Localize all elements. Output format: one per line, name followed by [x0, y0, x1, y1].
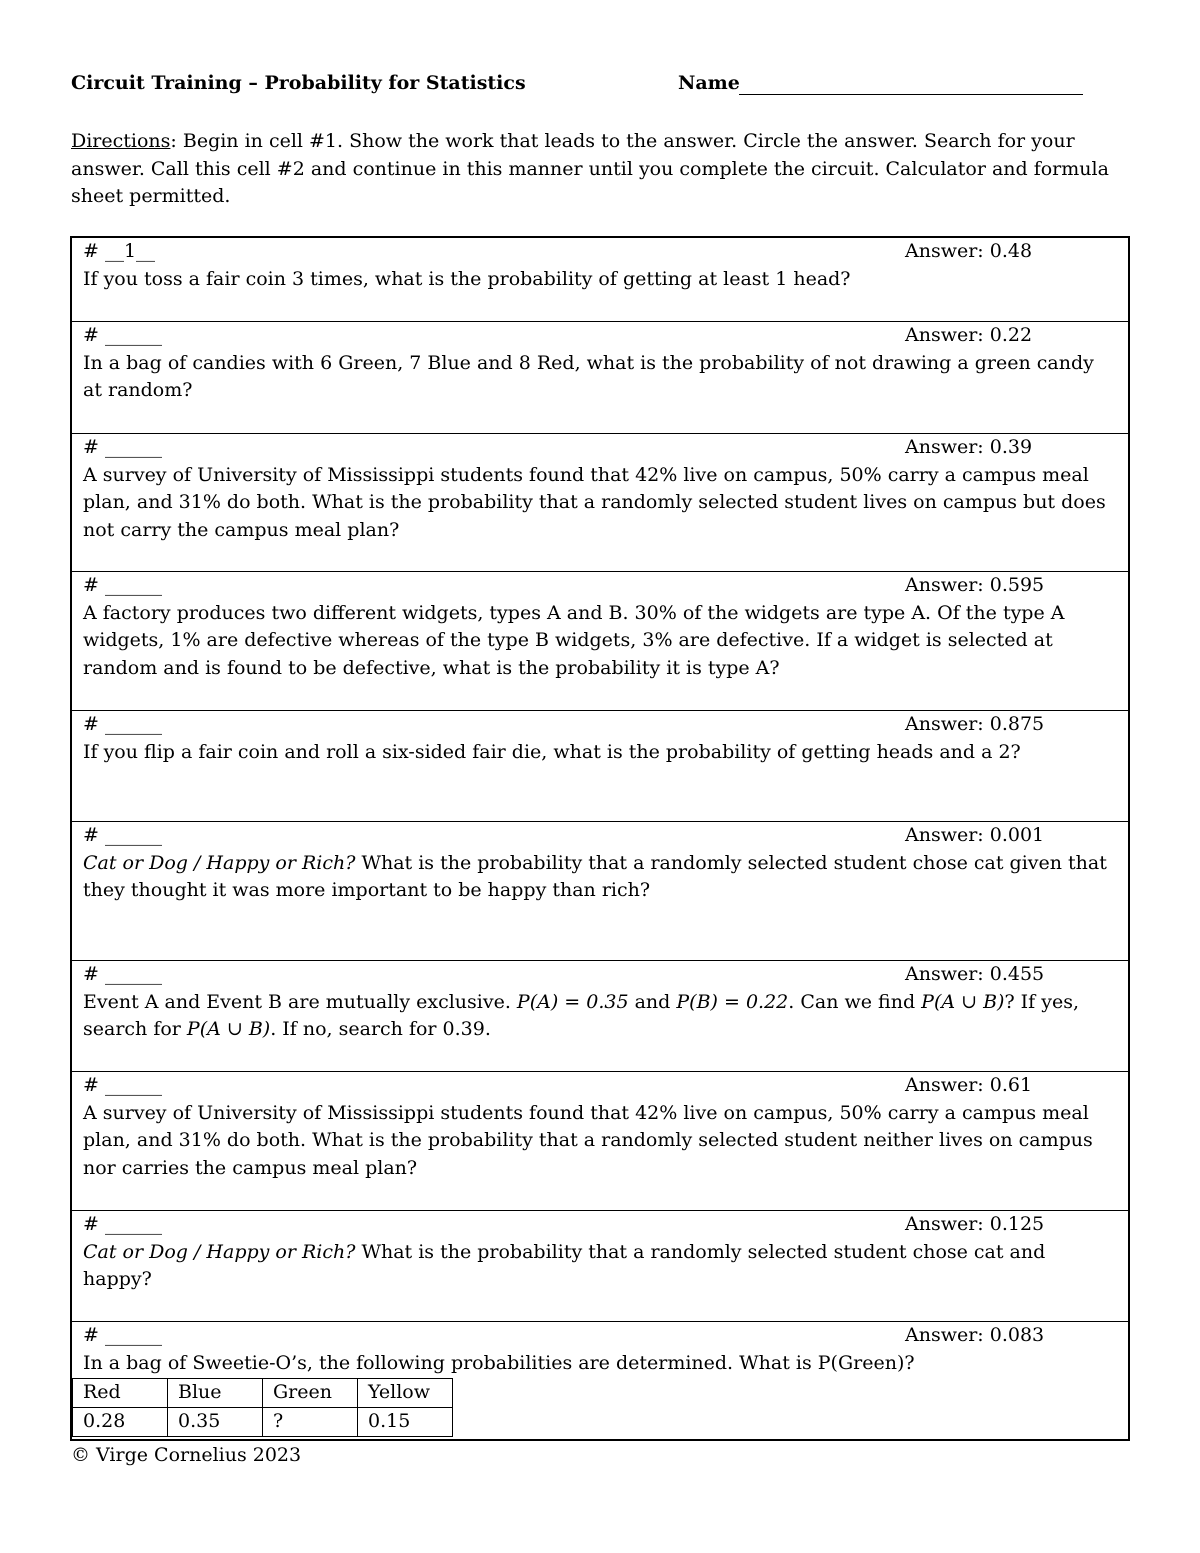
cell-number: # ______ — [83, 324, 162, 346]
table-value-cell: 0.15 — [358, 1408, 453, 1437]
table-header-cell: Red — [73, 1379, 168, 1408]
cell-question-italic: Cat or Dog / Happy or Rich? — [83, 851, 356, 874]
table-value-cell: ? — [263, 1408, 358, 1437]
cell-answer: Answer: 0.61 — [905, 1074, 1033, 1096]
cell-number: # ______ — [83, 436, 162, 458]
cell-question: A factory produces two different widgets, types A and B. 30% of the widgets are type A. Of the type A widgets, 1% are defective whereas of the type B widgets, 3% are defective. If a widget is selected at random and is found to be defective, what is the probability it is type A? — [83, 601, 1065, 679]
circuit-cell — [72, 1210, 1128, 1321]
cell-number: # ______ — [83, 574, 162, 596]
cell-question: If you toss a fair coin 3 times, what is the probability of getting at least 1 head? — [83, 267, 851, 290]
table-header-cell: Blue — [168, 1379, 263, 1408]
cell-question-text: What is the probability that a randomly selected student chose cat given that they thought it was more important to be happy than rich? — [83, 851, 1107, 901]
directions-label: Directions — [71, 130, 171, 152]
table-value-cell: 0.35 — [168, 1408, 263, 1437]
cell-answer: Answer: 0.455 — [905, 963, 1045, 985]
name-blank-line — [739, 94, 1083, 95]
cell-number: # ______ — [83, 824, 162, 846]
cell-number: # ______ — [83, 963, 162, 985]
q7-text-and: and — [628, 990, 677, 1013]
worksheet-title: Circuit Training – Probability for Statistics — [71, 72, 526, 94]
circuit-cell — [72, 238, 1128, 321]
cell-question — [83, 1239, 1116, 1294]
cell-question: A survey of University of Mississippi students found that 42% live on campus, 50% carry a campus meal plan, and 31% do both. What is the probability that a randomly selected student neither lives on campus nor carries the campus meal plan? — [83, 1101, 1093, 1179]
cell-number: # ______ — [83, 1213, 162, 1235]
cell-answer: Answer: 0.001 — [905, 824, 1045, 846]
cell-question-italic: Cat or Dog / Happy or Rich? — [83, 1240, 356, 1263]
q7-prob-union-2: P(A ∪ B) — [186, 1018, 271, 1040]
table-header-cell: Yellow — [358, 1379, 453, 1408]
probability-table-header-row — [73, 1379, 453, 1408]
q7-prob-a: P(A) = 0.35 — [516, 990, 629, 1013]
header — [71, 72, 1131, 102]
cell-question-text: What is the probability that a randomly selected student chose cat and happy? — [83, 1240, 1046, 1290]
cell-question — [83, 850, 1116, 905]
circuit-cell — [72, 571, 1128, 710]
q7-prob-union-1: P(A ∪ B) — [921, 990, 1005, 1013]
cell-question: In a bag of Sweetie-O’s, the following probabilities are determined. What is P(Green)? — [83, 1351, 915, 1374]
cell-number: # __1__ — [83, 240, 156, 262]
cell-answer: Answer: 0.39 — [905, 436, 1033, 458]
cell-answer: Answer: 0.125 — [905, 1213, 1045, 1235]
circuit-cell — [72, 1321, 1128, 1439]
directions-text: : Begin in cell #1. Show the work that leads to the answer. Circle the answer. Search for your answer. Call this cell #2 and continue in this manner until you complete the circuit. Calculator and formula sheet permitted. — [71, 130, 1109, 207]
copyright-footer: © Virge Cornelius 2023 — [71, 1444, 302, 1466]
circuit-cell — [72, 960, 1128, 1071]
cell-answer: Answer: 0.595 — [905, 574, 1045, 596]
cell-number: # ______ — [83, 1324, 162, 1346]
cell-question: In a bag of candies with 6 Green, 7 Blue and 8 Red, what is the probability of not drawing a green candy at random? — [83, 351, 1094, 401]
name-label: Name — [678, 72, 740, 94]
cell-answer: Answer: 0.875 — [905, 713, 1045, 735]
q7-text-b: . Can we find — [788, 990, 922, 1013]
circuit-cell — [72, 821, 1128, 960]
q7-text-c: ? If yes, search for — [83, 990, 1080, 1040]
table-header-cell: Green — [263, 1379, 358, 1408]
cell-question: If you flip a fair coin and roll a six-sided fair die, what is the probability of getting heads and a 2? — [83, 740, 1021, 763]
cell-question: A survey of University of Mississippi students found that 42% live on campus, 50% carry a campus meal plan, and 31% do both. What is the probability that a randomly selected student lives on campus but does not carry the campus meal plan? — [83, 463, 1106, 541]
cell-answer: Answer: 0.48 — [905, 240, 1033, 262]
cell-number: # ______ — [83, 713, 162, 735]
directions — [71, 128, 1131, 211]
circuit-cell — [72, 1071, 1128, 1210]
cell-question — [83, 989, 1116, 1044]
cell-answer: Answer: 0.083 — [905, 1324, 1045, 1346]
q7-text-a: Event A and Event B are mutually exclusive. — [83, 990, 517, 1013]
q7-text-d: . If no, search for 0.39. — [270, 1018, 491, 1040]
circuit-cell — [72, 710, 1128, 821]
cell-number: # ______ — [83, 1074, 162, 1096]
q7-prob-b: P(B) = 0.22 — [676, 990, 789, 1013]
probability-table-value-row — [73, 1408, 453, 1437]
circuit-cell — [72, 321, 1128, 433]
circuit-cell — [72, 433, 1128, 571]
cell-answer: Answer: 0.22 — [905, 324, 1033, 346]
circuit-grid — [70, 236, 1130, 1441]
table-value-cell: 0.28 — [73, 1408, 168, 1437]
probability-table — [72, 1378, 453, 1437]
